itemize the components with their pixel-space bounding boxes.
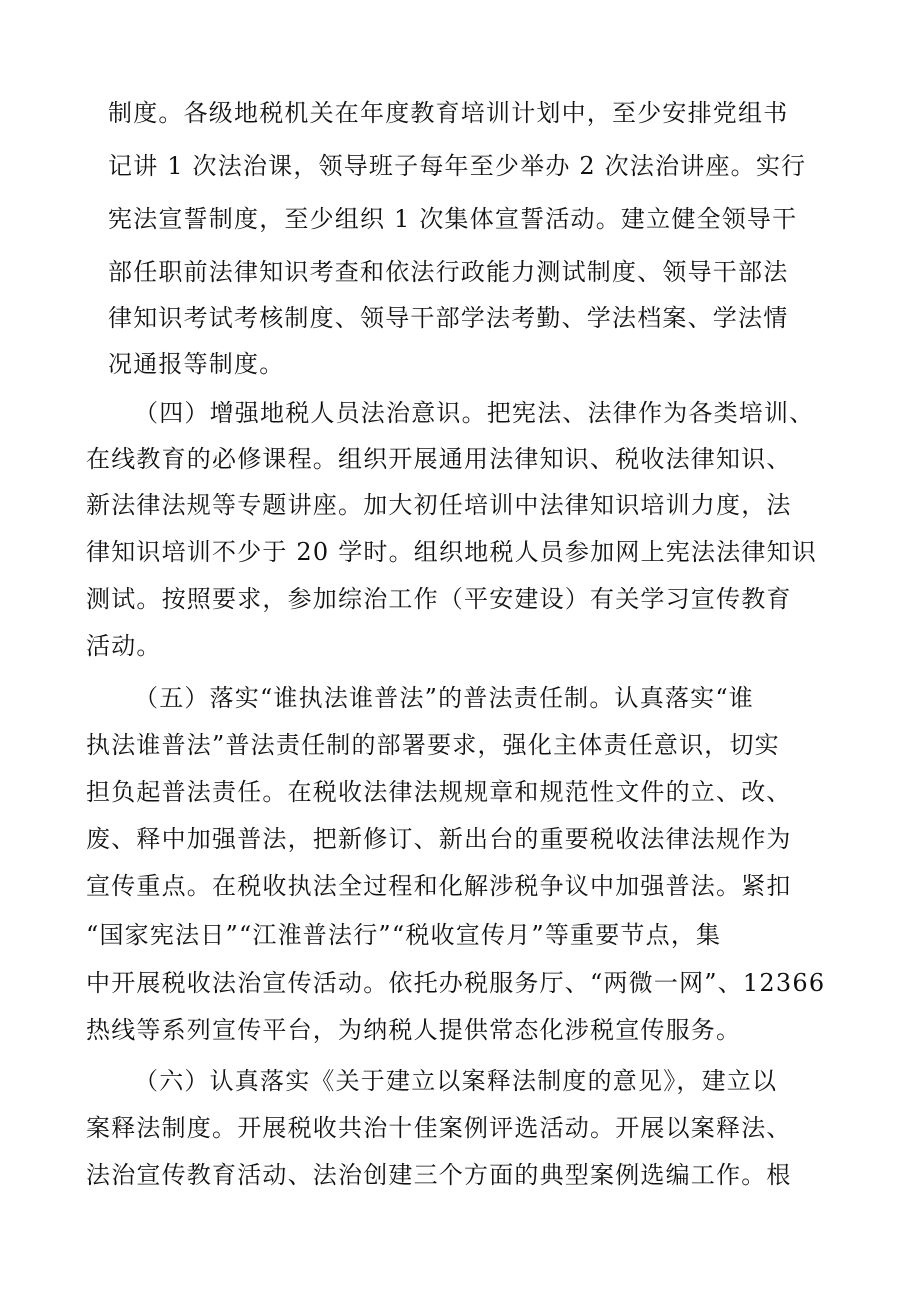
paragraph-1-line-3: 宪法宣誓制度，至少组织 1 次集体宣誓活动。建立健全领导干: [108, 205, 798, 233]
paragraph-4-line-3: 法治宣传教育活动、法治创建三个方面的典型案例选编工作。根: [86, 1161, 792, 1189]
paragraph-1-line-4: 部任职前法律知识考查和依法行政能力测试制度、领导干部法: [108, 258, 789, 286]
paragraph-4-line-1: （六）认真落实《关于建立以案释法制度的意见》，建立以: [134, 1067, 778, 1095]
paragraph-2-line-5: 测试。按照要求，参加综治工作（平安建设）有关学习宣传教育: [86, 585, 792, 613]
paragraph-1-line-2: 记讲 1 次法治课，领导班子每年至少举办 2 次法治讲座。实行: [108, 152, 807, 180]
paragraph-3-line-2: 执法谁普法”普法责任制的部署要求，强化主体责任意识，切实: [86, 731, 780, 759]
paragraph-2-line-3: 新法律法规等专题讲座。加大初任培训中法律知识培训力度，法: [86, 491, 792, 519]
paragraph-1-line-5: 律知识考试考核制度、领导干部学法考勤、学法档案、学法情: [108, 304, 789, 332]
paragraph-3-line-8: 热线等系列宣传平台，为纳税人提供常态化涉税宣传服务。: [86, 1016, 742, 1044]
paragraph-3-line-6: “国家宪法日”“江淮普法行”“税收宣传月”等重要节点，集: [86, 921, 722, 949]
paragraph-3-line-5: 宣传重点。在税收执法全过程和化解涉税争议中加强普法。紧扣: [86, 872, 792, 900]
paragraph-2-line-4: 律知识培训不少于 20 学时。组织地税人员参加网上宪法法律知识: [86, 538, 817, 566]
paragraph-4-line-2: 案释法制度。开展税收共治十佳案例评选活动。开展以案释法、: [86, 1114, 792, 1142]
paragraph-1-line-1: 制度。各级地税机关在年度教育培训计划中，至少安排党组书: [108, 99, 789, 127]
paragraph-3-line-7: 中开展税收法治宣传活动。依托办税服务厅、“两微一网”、12366: [86, 969, 826, 997]
paragraph-2-line-1: （四）增强地税人员法治意识。把宪法、法律作为各类培训、: [134, 399, 815, 427]
paragraph-2-line-6: 活动。: [86, 632, 162, 660]
paragraph-3-line-1: （五）落实“谁执法谁普法”的普法责任制。认真落实“谁: [134, 684, 755, 712]
paragraph-1-line-6: 况通报等制度。: [108, 350, 285, 378]
paragraph-3-line-4: 废、释中加强普法，把新修订、新出台的重要税收法律法规作为: [86, 825, 792, 853]
paragraph-2-line-2: 在线教育的必修课程。组织开展通用法律知识、税收法律知识、: [86, 445, 792, 473]
paragraph-3-line-3: 担负起普法责任。在税收法律法规规章和规范性文件的立、改、: [86, 778, 792, 806]
